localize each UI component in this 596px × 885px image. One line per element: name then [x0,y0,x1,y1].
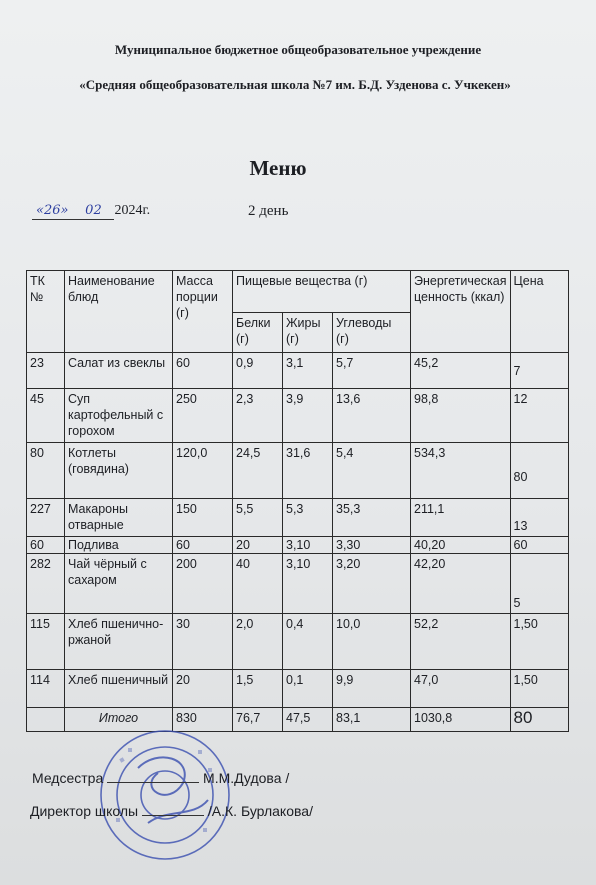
organization-line-2: «Средняя общеобразовательная школа №7 им. Б.Д. Узденова с. Учкекен» [79,77,511,92]
cell-tk: 282 [27,554,65,614]
cell-fat: 31,6 [283,443,333,499]
total-protein: 76,7 [233,708,283,732]
nurse-name: М.М.Дудова / [203,770,290,786]
cell-tk: 23 [27,353,65,389]
total-label: Итого [65,708,173,732]
cell-protein: 20 [233,537,283,554]
cell-price: 7 [510,353,568,389]
cell-mass: 120,0 [173,443,233,499]
cell-tk: 114 [27,670,65,708]
cell-price: 12 [510,389,568,443]
cell-price: 1,50 [510,614,568,670]
cell-mass: 150 [173,499,233,537]
header-fat: Жиры (г) [283,313,333,353]
cell-name: Макароны отварные [65,499,173,537]
table-row [27,353,569,389]
cell-protein: 24,5 [233,443,283,499]
header-carbs: Углеводы (г) [333,313,411,353]
cell-fat: 3,10 [283,554,333,614]
total-fat: 47,5 [283,708,333,732]
cell-energy: 534,3 [411,443,511,499]
cell-name: Салат из свеклы [65,353,173,389]
cell-carbs: 5,7 [333,353,411,389]
date-day-handwritten: «26» [36,203,69,218]
cell-protein: 1,5 [233,670,283,708]
cell-energy: 45,2 [411,353,511,389]
cell-tk: 115 [27,614,65,670]
header-protein: Белки (г) [233,313,283,353]
total-mass: 830 [173,708,233,732]
total-carbs: 83,1 [333,708,411,732]
cell-price: 13 [510,499,568,537]
cell-protein: 40 [233,554,283,614]
cell-price: 80 [510,443,568,499]
header-nutrients: Пищевые вещества (г) [233,271,411,313]
cell-mass: 20 [173,670,233,708]
day-label: 2 день [248,203,289,219]
cell-energy: 98,8 [411,389,511,443]
school-stamp [98,728,233,863]
page-title: Меню [249,156,307,180]
director-signature-line [30,803,313,819]
header-tk: ТК № [27,271,65,353]
cell-mass: 60 [173,353,233,389]
cell-name: Суп картофельный с горохом [65,389,173,443]
cell-energy: 40,20 [411,537,511,554]
cell-carbs: 35,3 [333,499,411,537]
cell-tk: 60 [27,537,65,554]
table-row [27,389,569,443]
cell-tk: 45 [27,389,65,443]
cell-protein: 2,0 [233,614,283,670]
cell-protein: 0,9 [233,353,283,389]
header-energy: Энергетическая ценность (ккал) [411,271,511,353]
cell-carbs: 5,4 [333,443,411,499]
cell-energy: 211,1 [411,499,511,537]
total-price: 80 [510,708,568,732]
date-year: 2024г. [114,203,151,218]
table-row [27,554,569,614]
cell-tk: 80 [27,443,65,499]
table-row [27,670,569,708]
cell-fat: 3,10 [283,537,333,554]
menu-date [32,203,150,220]
cell-price: 1,50 [510,670,568,708]
cell-fat: 5,3 [283,499,333,537]
cell-mass: 250 [173,389,233,443]
organization-line-1: Муниципальное бюджетное общеобразовательное учреждение [114,42,482,57]
cell-carbs: 3,20 [333,554,411,614]
nurse-signature-line [32,770,289,786]
cell-carbs: 3,30 [333,537,411,554]
date-month-handwritten: 02 [85,203,102,218]
cell-name: Котлеты (говядина) [65,443,173,499]
header-name: Наименование блюд [65,271,173,353]
cell-price: 5 [510,554,568,614]
director-label: Директор школы [30,803,139,819]
cell-name: Хлеб пшенично-ржаной [65,614,173,670]
total-energy: 1030,8 [411,708,511,732]
table-row [27,537,569,554]
cell-mass: 60 [173,537,233,554]
cell-carbs: 10,0 [333,614,411,670]
cell-mass: 30 [173,614,233,670]
cell-price: 60 [510,537,568,554]
cell-energy: 47,0 [411,670,511,708]
cell-energy: 42,20 [411,554,511,614]
menu-table [26,270,569,732]
cell-fat: 0,1 [283,670,333,708]
cell-fat: 3,1 [283,353,333,389]
cell-carbs: 9,9 [333,670,411,708]
cell-energy: 52,2 [411,614,511,670]
cell-name: Хлеб пшеничный [65,670,173,708]
table-row [27,499,569,537]
director-name: /А.К. Бурлакова/ [207,803,313,819]
cell-mass: 200 [173,554,233,614]
cell-name: Чай чёрный с сахаром [65,554,173,614]
table-row [27,443,569,499]
cell-fat: 3,9 [283,389,333,443]
cell-carbs: 13,6 [333,389,411,443]
cell-fat: 0,4 [283,614,333,670]
cell-protein: 5,5 [233,499,283,537]
table-row [27,614,569,670]
cell-name: Подлива [65,537,173,554]
cell-protein: 2,3 [233,389,283,443]
header-mass: Масса порции (г) [173,271,233,353]
header-price: Цена [510,271,568,353]
nurse-label: Медсестра [32,770,104,786]
cell-tk-empty [27,708,65,732]
cell-tk: 227 [27,499,65,537]
